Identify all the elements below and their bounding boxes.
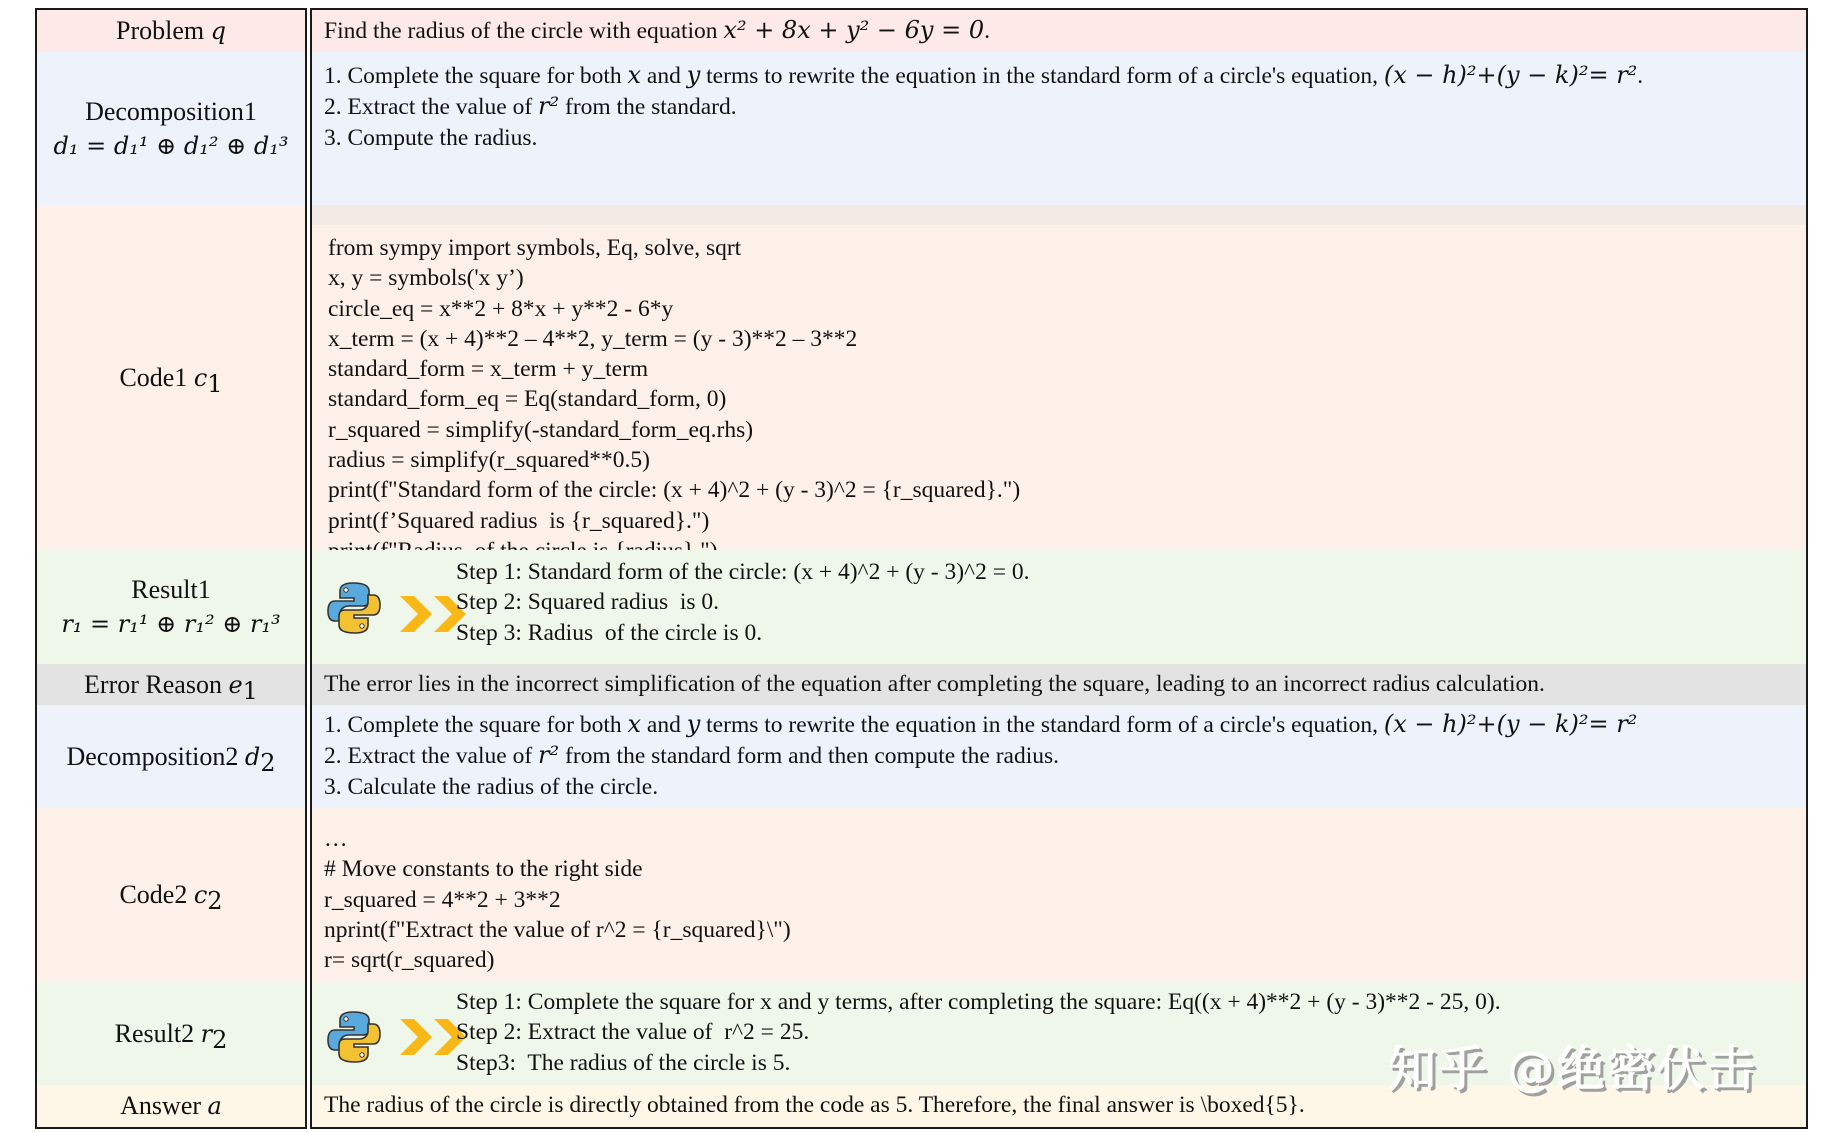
code-line: print(f’Squared radius is {r_squared}.")	[328, 507, 710, 534]
result-step: Step3: The radius of the circle is 5.	[456, 1049, 791, 1076]
problem-suffix: .	[984, 18, 990, 44]
label-text: Result2	[114, 1018, 195, 1048]
python-logo-icon	[326, 1009, 382, 1065]
code2-cell	[312, 808, 1806, 982]
comparison-table	[35, 8, 1808, 1127]
decomposition2-step-2: 2. Extract the value of r² from the standard form and then compute the radius.	[324, 741, 1060, 770]
error-reason-text: The error lies in the incorrect simplification of the equation after completing the square, leading to an incorrect radius calculation.	[324, 671, 1545, 697]
decomposition2-cell	[312, 705, 1806, 808]
label-error-reason	[37, 664, 305, 705]
result-step: Step 3: Radius of the circle is 0.	[456, 619, 763, 646]
label-code1	[37, 205, 305, 550]
decomposition1-step-3: 3. Compute the radius.	[324, 124, 538, 151]
decomposition2-step-1: 1. Complete the square for both x and y terms to rewrite the equation in the standard form of a circle's equation, (x − h)²+(y − k)²= r²	[324, 710, 1638, 738]
code1-cell	[312, 205, 1806, 550]
label-text: Code1	[119, 362, 188, 392]
decomposition1-cell	[312, 52, 1806, 205]
result1-cell	[312, 550, 1806, 664]
decomposition2-step-3: 3. Calculate the radius of the circle.	[324, 773, 659, 800]
label-symbol: q	[210, 17, 226, 45]
label-text: Problem	[116, 16, 205, 45]
problem-equation: x² + 8x + y² − 6y = 0	[723, 16, 985, 44]
label-symbol: c	[193, 881, 208, 909]
label-text: Answer	[120, 1091, 202, 1120]
label-text: Error Reason	[84, 669, 222, 699]
code-line: standard_form = x_term + y_term	[328, 356, 649, 383]
decomposition1-step-2: 2. Extract the value of r² from the standard.	[324, 92, 737, 121]
code-line: x_term = (x + 4)**2 – 4**2, y_term = (y - 3)**2 – 3**2	[328, 325, 858, 352]
watermark: 知乎 @绝密伏击	[1388, 1041, 1757, 1097]
label-code2	[37, 808, 305, 982]
code-line: radius = simplify(r_squared**0.5)	[328, 447, 650, 474]
label-subscript: 2	[260, 748, 276, 777]
code-line: r_squared = 4**2 + 3**2	[324, 886, 561, 913]
label-text: Decomposition2	[66, 741, 239, 771]
label-result2	[37, 982, 305, 1085]
result2-steps	[456, 987, 1501, 1078]
code-line: r= sqrt(r_squared)	[324, 947, 495, 974]
label-subscript: 2	[207, 887, 223, 916]
label-column	[35, 8, 307, 1129]
label-symbol: d	[244, 742, 261, 771]
problem-cell	[312, 10, 1806, 52]
label-symbol: a	[207, 1092, 222, 1120]
code-line: circle_eq = x**2 + 8*x + y**2 - 6*y	[328, 295, 674, 322]
result-step: Step 2: Squared radius is 0.	[456, 589, 720, 616]
row-divider	[312, 205, 1806, 225]
label-decomposition2	[37, 705, 305, 808]
answer-text: The radius of the circle is directly obtained from the code as 5. Therefore, the final answer is \boxed{5}.	[324, 1092, 1305, 1118]
code-line: nprint(f"Extract the value of r^2 = {r_squared}\")	[324, 916, 791, 943]
content-column	[310, 8, 1808, 1129]
code-line: from sympy import symbols, Eq, solve, sqrt	[328, 235, 742, 261]
problem-text: Find the radius of the circle with equation	[324, 18, 724, 44]
decomposition1-step-1: 1. Complete the square for both x and y terms to rewrite the equation in the standard form of a circle's equation, (x − h)²+(y − k)²= r².	[324, 61, 1644, 89]
label-subscript: 1	[207, 369, 223, 398]
label-problem	[37, 10, 305, 52]
label-subscript: 1	[242, 676, 258, 705]
label-symbol: r	[200, 1019, 213, 1048]
label-formula: d₁ = d₁¹ ⊕ d₁² ⊕ d₁³	[53, 131, 289, 160]
code-line: print(f"Standard form of the circle: (x + 4)^2 + (y - 3)^2 = {r_squared}.")	[328, 477, 1021, 504]
label-result1	[37, 550, 305, 664]
label-formula: r₁ = r₁¹ ⊕ r₁² ⊕ r₁³	[61, 610, 281, 638]
code-line: r_squared = simplify(-standard_form_eq.rhs)	[328, 416, 754, 443]
code-line: standard_form_eq = Eq(standard_form, 0)	[328, 386, 727, 413]
error-reason-cell	[312, 664, 1806, 705]
code-line: # Move constants to the right side	[324, 856, 643, 883]
code-line: …	[324, 826, 348, 852]
label-decomposition1	[37, 52, 305, 205]
label-symbol: c	[193, 363, 208, 392]
python-logo-icon	[326, 580, 382, 636]
result1-steps	[456, 557, 1029, 648]
result-step: Step 2: Extract the value of r^2 = 25.	[456, 1019, 810, 1046]
code-line: x, y = symbols('x y’)	[328, 265, 524, 292]
label-text: Decomposition1	[85, 96, 257, 126]
label-text: Code2	[119, 880, 188, 909]
label-subscript: 2	[212, 1025, 228, 1054]
result-step: Step 1: Standard form of the circle: (x + 4)^2 + (y - 3)^2 = 0.	[456, 559, 1030, 585]
label-answer	[37, 1085, 305, 1127]
label-symbol: e	[228, 670, 243, 699]
label-text: Result1	[131, 575, 211, 604]
result-step: Step 1: Complete the square for x and y terms, after completing the square: Eq((x + 4)**2 + (y - 3)**2 - 25, 0).	[456, 989, 1501, 1015]
